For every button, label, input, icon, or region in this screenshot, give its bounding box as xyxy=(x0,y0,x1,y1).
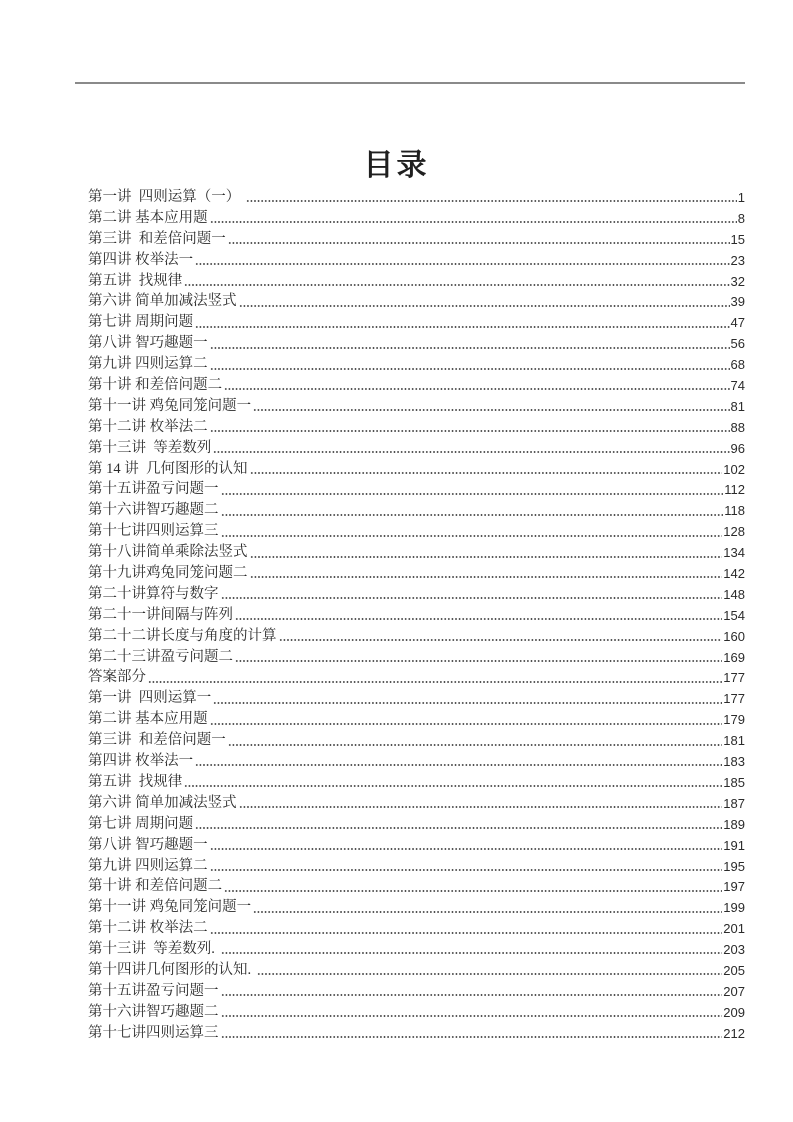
toc-entry xyxy=(88,856,745,877)
toc-entry-page: 23 xyxy=(730,252,745,268)
toc-entry xyxy=(88,1002,745,1023)
toc-entry xyxy=(88,688,745,709)
toc-entry-page: 112 xyxy=(724,482,745,498)
toc-entry-page: 195 xyxy=(723,858,745,874)
toc-entry xyxy=(88,793,745,814)
toc-leader-dots xyxy=(195,325,729,329)
toc-entry-page: 179 xyxy=(723,712,745,728)
toc-entry-page: 160 xyxy=(723,628,745,644)
toc-leader-dots xyxy=(213,450,729,454)
toc-entry-page: 209 xyxy=(723,1004,745,1020)
toc-leader-dots xyxy=(221,951,723,955)
toc-entry-label: 第七讲 周期问题 xyxy=(88,815,194,832)
toc-leader-dots xyxy=(250,471,723,475)
toc-leader-dots xyxy=(279,638,723,642)
toc-leader-dots xyxy=(210,346,730,350)
toc-leader-dots xyxy=(210,429,730,433)
toc-entry xyxy=(88,772,745,793)
toc-leader-dots xyxy=(246,199,737,203)
toc-entry xyxy=(88,354,745,375)
toc-entry xyxy=(88,960,745,981)
toc-entry-label: 第十四讲几何图形的认知. xyxy=(88,961,255,978)
toc-entry-page: 191 xyxy=(723,837,745,853)
toc-entry-label: 第十五讲盈亏问题一 xyxy=(88,982,219,999)
toc-leader-dots xyxy=(221,993,723,997)
toc-entry-page: 1 xyxy=(737,190,745,205)
toc-entry-page: 88 xyxy=(730,419,745,435)
toc-entry-page: 15 xyxy=(730,231,745,247)
toc-leader-dots xyxy=(250,575,723,579)
toc-entry-label: 第五讲 找规律 xyxy=(88,773,183,790)
toc-entry-page: 199 xyxy=(723,900,745,916)
toc-entry-page: 183 xyxy=(723,754,745,770)
toc-entry-page: 205 xyxy=(723,962,745,978)
toc-entry xyxy=(88,626,745,647)
toc-entry xyxy=(88,897,745,918)
toc-entry-label: 第二十二讲长度与角度的计算 xyxy=(88,627,277,644)
toc-leader-dots xyxy=(228,743,723,747)
toc-entry-page: 39 xyxy=(730,294,745,310)
toc-entry-label: 第 14 讲 几何图形的认知 xyxy=(88,460,248,477)
toc-leader-dots xyxy=(253,408,729,412)
toc-entry xyxy=(88,271,745,292)
toc-entry-label: 答案部分 xyxy=(88,669,146,686)
toc-entry-label: 第七讲 周期问题 xyxy=(88,314,194,331)
toc-entry-label: 第二十一讲间隔与阵列 xyxy=(88,606,233,623)
toc-entry-page: 189 xyxy=(723,816,745,832)
toc-leader-dots xyxy=(224,889,722,893)
toc-entry-page: 207 xyxy=(723,983,745,999)
toc-entry xyxy=(88,563,745,584)
page-title: 目录 xyxy=(363,149,430,183)
toc-entry-label: 第十一讲 鸡兔同笼问题一 xyxy=(88,397,252,414)
toc-leader-dots xyxy=(210,847,723,851)
toc-leader-dots xyxy=(221,492,724,496)
toc-entry-label: 第九讲 四则运算二 xyxy=(88,857,208,874)
toc-entry-label: 第十讲 和差倍问题二 xyxy=(88,878,223,895)
toc-entry xyxy=(88,647,745,668)
toc-entry-label: 第二讲 基本应用题 xyxy=(88,711,208,728)
toc-entry-page: 56 xyxy=(730,336,745,352)
toc-leader-dots xyxy=(224,387,729,391)
toc-entry-label: 第二十三讲盈亏问题二 xyxy=(88,648,233,665)
toc-entry-label: 第十六讲智巧趣题二 xyxy=(88,502,219,519)
toc-entry-label: 第八讲 智巧趣题一 xyxy=(88,836,208,853)
toc-entry xyxy=(88,835,745,856)
toc-leader-dots xyxy=(221,1014,723,1018)
toc-entry-label: 第十七讲四则运算三 xyxy=(88,1024,219,1041)
toc-entry xyxy=(88,229,745,250)
toc-entry-page: 81 xyxy=(730,398,745,414)
toc-entry xyxy=(88,584,745,605)
toc-entry-page: 74 xyxy=(730,378,745,394)
toc-entry xyxy=(88,709,745,730)
toc-leader-dots xyxy=(257,972,723,976)
toc-entry xyxy=(88,521,745,542)
toc-entry-page: 187 xyxy=(723,795,745,811)
toc-leader-dots xyxy=(184,784,722,788)
toc-leader-dots xyxy=(235,617,722,621)
toc-leader-dots xyxy=(228,241,730,245)
toc-leader-dots xyxy=(210,868,723,872)
toc-leader-dots xyxy=(250,555,723,559)
toc-leader-dots xyxy=(239,805,723,809)
toc-entry-label: 第十五讲盈亏问题一 xyxy=(88,481,219,498)
toc-entry xyxy=(88,479,745,500)
toc-leader-dots xyxy=(235,659,722,663)
toc-entry xyxy=(88,375,745,396)
toc-leader-dots xyxy=(221,534,723,538)
toc-entry xyxy=(88,542,745,563)
toc-leader-dots xyxy=(210,367,730,371)
toc-entry-label: 第六讲 简单加减法竖式 xyxy=(88,293,237,310)
toc-entry-page: 47 xyxy=(730,315,745,331)
toc-entry-page: 203 xyxy=(723,942,745,958)
toc-entry-page: 148 xyxy=(723,586,745,602)
toc-entry-page: 212 xyxy=(723,1025,745,1041)
toc-entry xyxy=(88,918,745,939)
toc-entry-page: 197 xyxy=(723,879,745,895)
toc-entry-page: 8 xyxy=(737,210,745,226)
toc-entry-label: 第九讲 四则运算二 xyxy=(88,356,208,373)
toc-entry-label: 第十讲 和差倍问题二 xyxy=(88,377,223,394)
toc-entry-label: 第二十讲算符与数字 xyxy=(88,585,219,602)
toc-entry-page: 154 xyxy=(723,607,745,623)
toc-entry xyxy=(88,291,745,312)
toc-entry-label: 第十二讲 枚举法二 xyxy=(88,920,208,937)
toc-entry-label: 第十六讲智巧趣题二 xyxy=(88,1003,219,1020)
toc-leader-dots xyxy=(221,596,723,600)
toc-entry xyxy=(88,981,745,1002)
toc-entry-label: 第十二讲 枚举法二 xyxy=(88,418,208,435)
toc-leader-dots xyxy=(148,680,722,684)
toc-leader-dots xyxy=(221,1035,723,1039)
toc-entry-page: 96 xyxy=(730,440,745,456)
toc-entry xyxy=(88,1023,745,1044)
toc-entry-label: 第一讲 四则运算一 xyxy=(88,690,212,707)
toc-entry xyxy=(88,250,745,271)
toc-entry-label: 第十三讲 等差数列. xyxy=(88,941,219,958)
toc-entry xyxy=(88,333,745,354)
toc-entry-label: 第十七讲四则运算三 xyxy=(88,523,219,540)
header-divider xyxy=(75,82,745,84)
toc-entry-page: 128 xyxy=(723,524,745,540)
toc-entry-page: 68 xyxy=(730,357,745,373)
toc-entry xyxy=(88,438,745,459)
toc-leader-dots xyxy=(210,722,723,726)
toc-entry xyxy=(88,417,745,438)
toc-entry xyxy=(88,667,745,688)
toc-leader-dots xyxy=(253,910,722,914)
toc-entry-page: 118 xyxy=(724,503,745,519)
toc-leader-dots xyxy=(195,262,729,266)
toc-entry-label: 第五讲 找规律 xyxy=(88,272,183,289)
toc-leader-dots xyxy=(195,763,722,767)
toc-entry-page: 142 xyxy=(723,566,745,582)
toc-entry-label: 第四讲 枚举法一 xyxy=(88,251,194,268)
toc-entry xyxy=(88,939,745,960)
toc-entry xyxy=(88,208,745,229)
toc-entry xyxy=(88,459,745,480)
toc-leader-dots xyxy=(184,283,729,287)
toc-entry xyxy=(88,876,745,897)
toc-entry-page: 134 xyxy=(723,545,745,561)
toc-leader-dots xyxy=(213,701,722,705)
toc-entry-page: 177 xyxy=(723,670,745,686)
toc-leader-dots xyxy=(221,513,724,517)
toc-entry xyxy=(88,500,745,521)
toc-entry-label: 第十八讲简单乘除法竖式 xyxy=(88,544,248,561)
toc-entry-page: 201 xyxy=(723,921,745,937)
toc-entry xyxy=(88,396,745,417)
toc-entry-page: 177 xyxy=(723,691,745,707)
toc-entry-label: 第一讲 四则运算（一） xyxy=(88,189,244,205)
toc-leader-dots xyxy=(195,826,722,830)
toc-entry-label: 第四讲 枚举法一 xyxy=(88,753,194,770)
toc-entry xyxy=(88,814,745,835)
toc-entry-label: 第六讲 简单加减法竖式 xyxy=(88,794,237,811)
toc-entry-label: 第十一讲 鸡兔同笼问题一 xyxy=(88,899,252,916)
toc-entry-label: 第三讲 和差倍问题一 xyxy=(88,230,226,247)
toc-entry-label: 第八讲 智巧趣题一 xyxy=(88,335,208,352)
toc-entry xyxy=(88,605,745,626)
toc-entry-page: 32 xyxy=(730,273,745,289)
toc-entry-label: 第十九讲鸡兔同笼问题二 xyxy=(88,565,248,582)
toc-entry xyxy=(88,751,745,772)
toc-leader-dots xyxy=(239,304,730,308)
toc-entry xyxy=(88,730,745,751)
toc-list xyxy=(88,187,745,1044)
toc-entry xyxy=(88,187,745,208)
toc-entry xyxy=(88,312,745,333)
toc-entry-page: 181 xyxy=(723,733,745,749)
toc-entry-page: 102 xyxy=(723,461,745,477)
toc-leader-dots xyxy=(210,931,723,935)
toc-entry-label: 第十三讲 等差数列 xyxy=(88,439,212,456)
toc-entry-label: 第二讲 基本应用题 xyxy=(88,209,208,226)
toc-leader-dots xyxy=(210,220,737,224)
toc-entry-page: 169 xyxy=(723,649,745,665)
toc-entry-page: 185 xyxy=(723,774,745,790)
toc-entry-label: 第三讲 和差倍问题一 xyxy=(88,732,226,749)
